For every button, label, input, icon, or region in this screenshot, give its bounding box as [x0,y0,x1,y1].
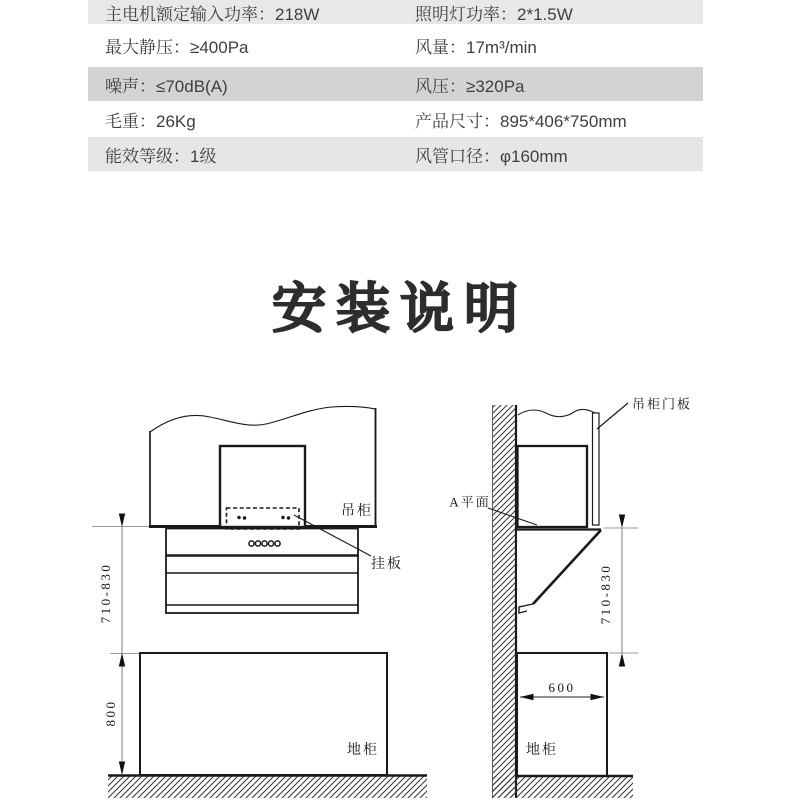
hood-bottom-foot [519,604,533,613]
base-cabinet-label-side: 地柜 [526,743,558,758]
spec-cell: 噪声：≤70dB(A) [105,76,228,96]
base-cabinet-label-front: 地柜 [347,743,379,758]
a-plane-label: A平面 [449,494,491,510]
spec-cell: 风压：≥320Pa [415,76,525,96]
page-title: 安装说明 [272,279,528,339]
spec-cell: 最大静压：≥400Pa [105,38,249,57]
side-view-drawing [488,403,638,798]
hanging-cabinet-label: 吊柜 [341,504,373,519]
cabinet-wavy-top-side [518,409,596,416]
cabinet-door-panel [593,413,600,525]
hood-height-dimension-front: 710-830 [98,562,113,624]
spec-cell: 风管口径：φ160mm [415,146,568,166]
hood-buttons [249,541,280,546]
base-depth-dimension: 600 [548,680,576,695]
spec-cell: 毛重：26Kg [105,111,196,131]
spec-cell: 产品尺寸：895*406*750mm [415,111,627,131]
hanging-plate-label: 挂板 [371,557,403,572]
wall-hatch [492,405,516,798]
ground-hatch-right [492,776,633,798]
hood-body [166,529,358,614]
hood-side-body [517,530,601,605]
spec-cell: 照明灯功率：2*1.5W [415,4,573,24]
spec-cell: 主电机额定输入功率：218W [105,4,320,24]
cabinet-cutout [220,446,305,527]
door-panel-leader-line [597,403,628,429]
base-height-dimension: 800 [103,699,118,727]
door-panel-label: 吊柜门板 [631,396,693,412]
spec-cell: 风量：17m³/min [415,38,537,57]
cabinet-wavy-top [150,407,375,432]
cabinet-niche-side [518,446,588,527]
ground-hatch-left [108,776,427,798]
spec-cell: 能效等级：1级 [105,146,217,166]
hood-height-dimension-side: 710-830 [598,563,613,625]
